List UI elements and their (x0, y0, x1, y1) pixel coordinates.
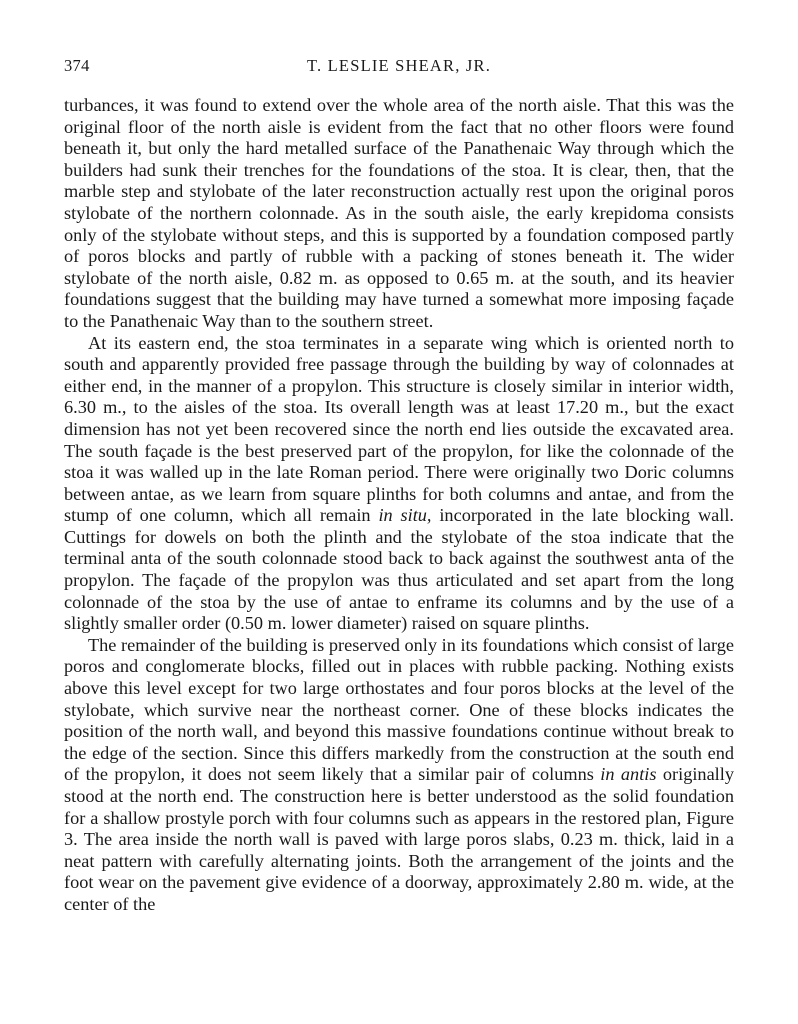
paragraph-3 (64, 635, 734, 916)
paragraph-2-italic-in-situ: in situ, (378, 505, 432, 526)
paragraph-2-text-b: incorporated in the late blocking wall. Cuttings for dowels on both the plinth and the stylobate of the stoa indicate that the terminal anta of the south colonnade stood back to back against the southwest anta of the propylon. The façade of the propylon was thus articulated and set apart from the long colonnade of the stoa by the use of antae to enframe its columns and by the use of a slightly smaller order (0.50 m. lower diameter) raised on square plinths. (64, 505, 734, 634)
body-text (64, 95, 734, 916)
running-title-author: T. LESLIE SHEAR, JR. (306, 56, 492, 75)
running-header (64, 56, 734, 80)
paragraph-1: turbances, it was found to extend over the whole area of the north aisle. That this was the original floor of the north aisle is evident from the fact that no other floors were found beneath it, but only the hard metalled surface of the Panathenaic Way through which the builders had sunk their trenches for the foundations of the stoa. It is clear, then, that the marble step and stylobate of the later reconstruction actually rest upon the original poros stylobate of the northern colonnade. As in the south aisle, the early krepidoma consists only of the stylobate without steps, and this is supported by a foundation composed partly of poros blocks and partly of rubble with a packing of stones beneath it. The wider stylobate of the north aisle, 0.82 m. as opposed to 0.65 m. at the south, and its heavier foundations suggest that the building may have turned a somewhat more imposing façade to the Panathenaic Way than to the southern street. (64, 95, 734, 331)
paragraph-2-text-a: At its eastern end, the stoa terminates in a separate wing which is oriented north to south and apparently provided free passage through the building by way of colonnades at either end, in the manner of a propylon. This structure is closely similar in interior width, 6.30 m., to the aisles of the stoa. Its overall length was at least 17.20 m., but the exact dimension has not yet been recovered since the north end lies outside the excavated area. The south façade is the best preserved part of the propylon, for like the colonnade of the stoa it was walled up in the late Roman period. There were originally two Doric columns between antae, as we learn from square plinths for both columns and antae, and from the stump of one column, which all remain (64, 332, 734, 526)
paragraph-3-text-a: The remainder of the building is preserved only in its foundations which consist of large poros and conglomerate blocks, filled out in places with rubble packing. Nothing exists above this level except for two large orthostates and four poros blocks at the level of the stylobate, which survive near the northeast corner. One of these blocks indicates the position of the north wall, and beyond this massive foundations continue without break to the edge of the section. Since this differs markedly from the construction at the south end of the propylon, it does not seem likely that a similar pair of columns (64, 634, 734, 785)
page-number: 374 (64, 56, 90, 75)
paragraph-2 (64, 333, 734, 635)
paragraph-3-italic-in-antis: in antis (600, 764, 657, 785)
paragraph-3-text-b: originally stood at the north end. The construction here is better understood as the solid foundation for a shallow prostyle porch with four columns such as appears in the restored plan, Figure 3. The area inside the north wall is paved with large poros slabs, 0.23 m. thick, laid in a neat pattern with carefully alternating joints. Both the arrangement of the joints and the foot wear on the pavement give evidence of a doorway, approximately 2.80 m. wide, at the center of the (64, 764, 734, 914)
